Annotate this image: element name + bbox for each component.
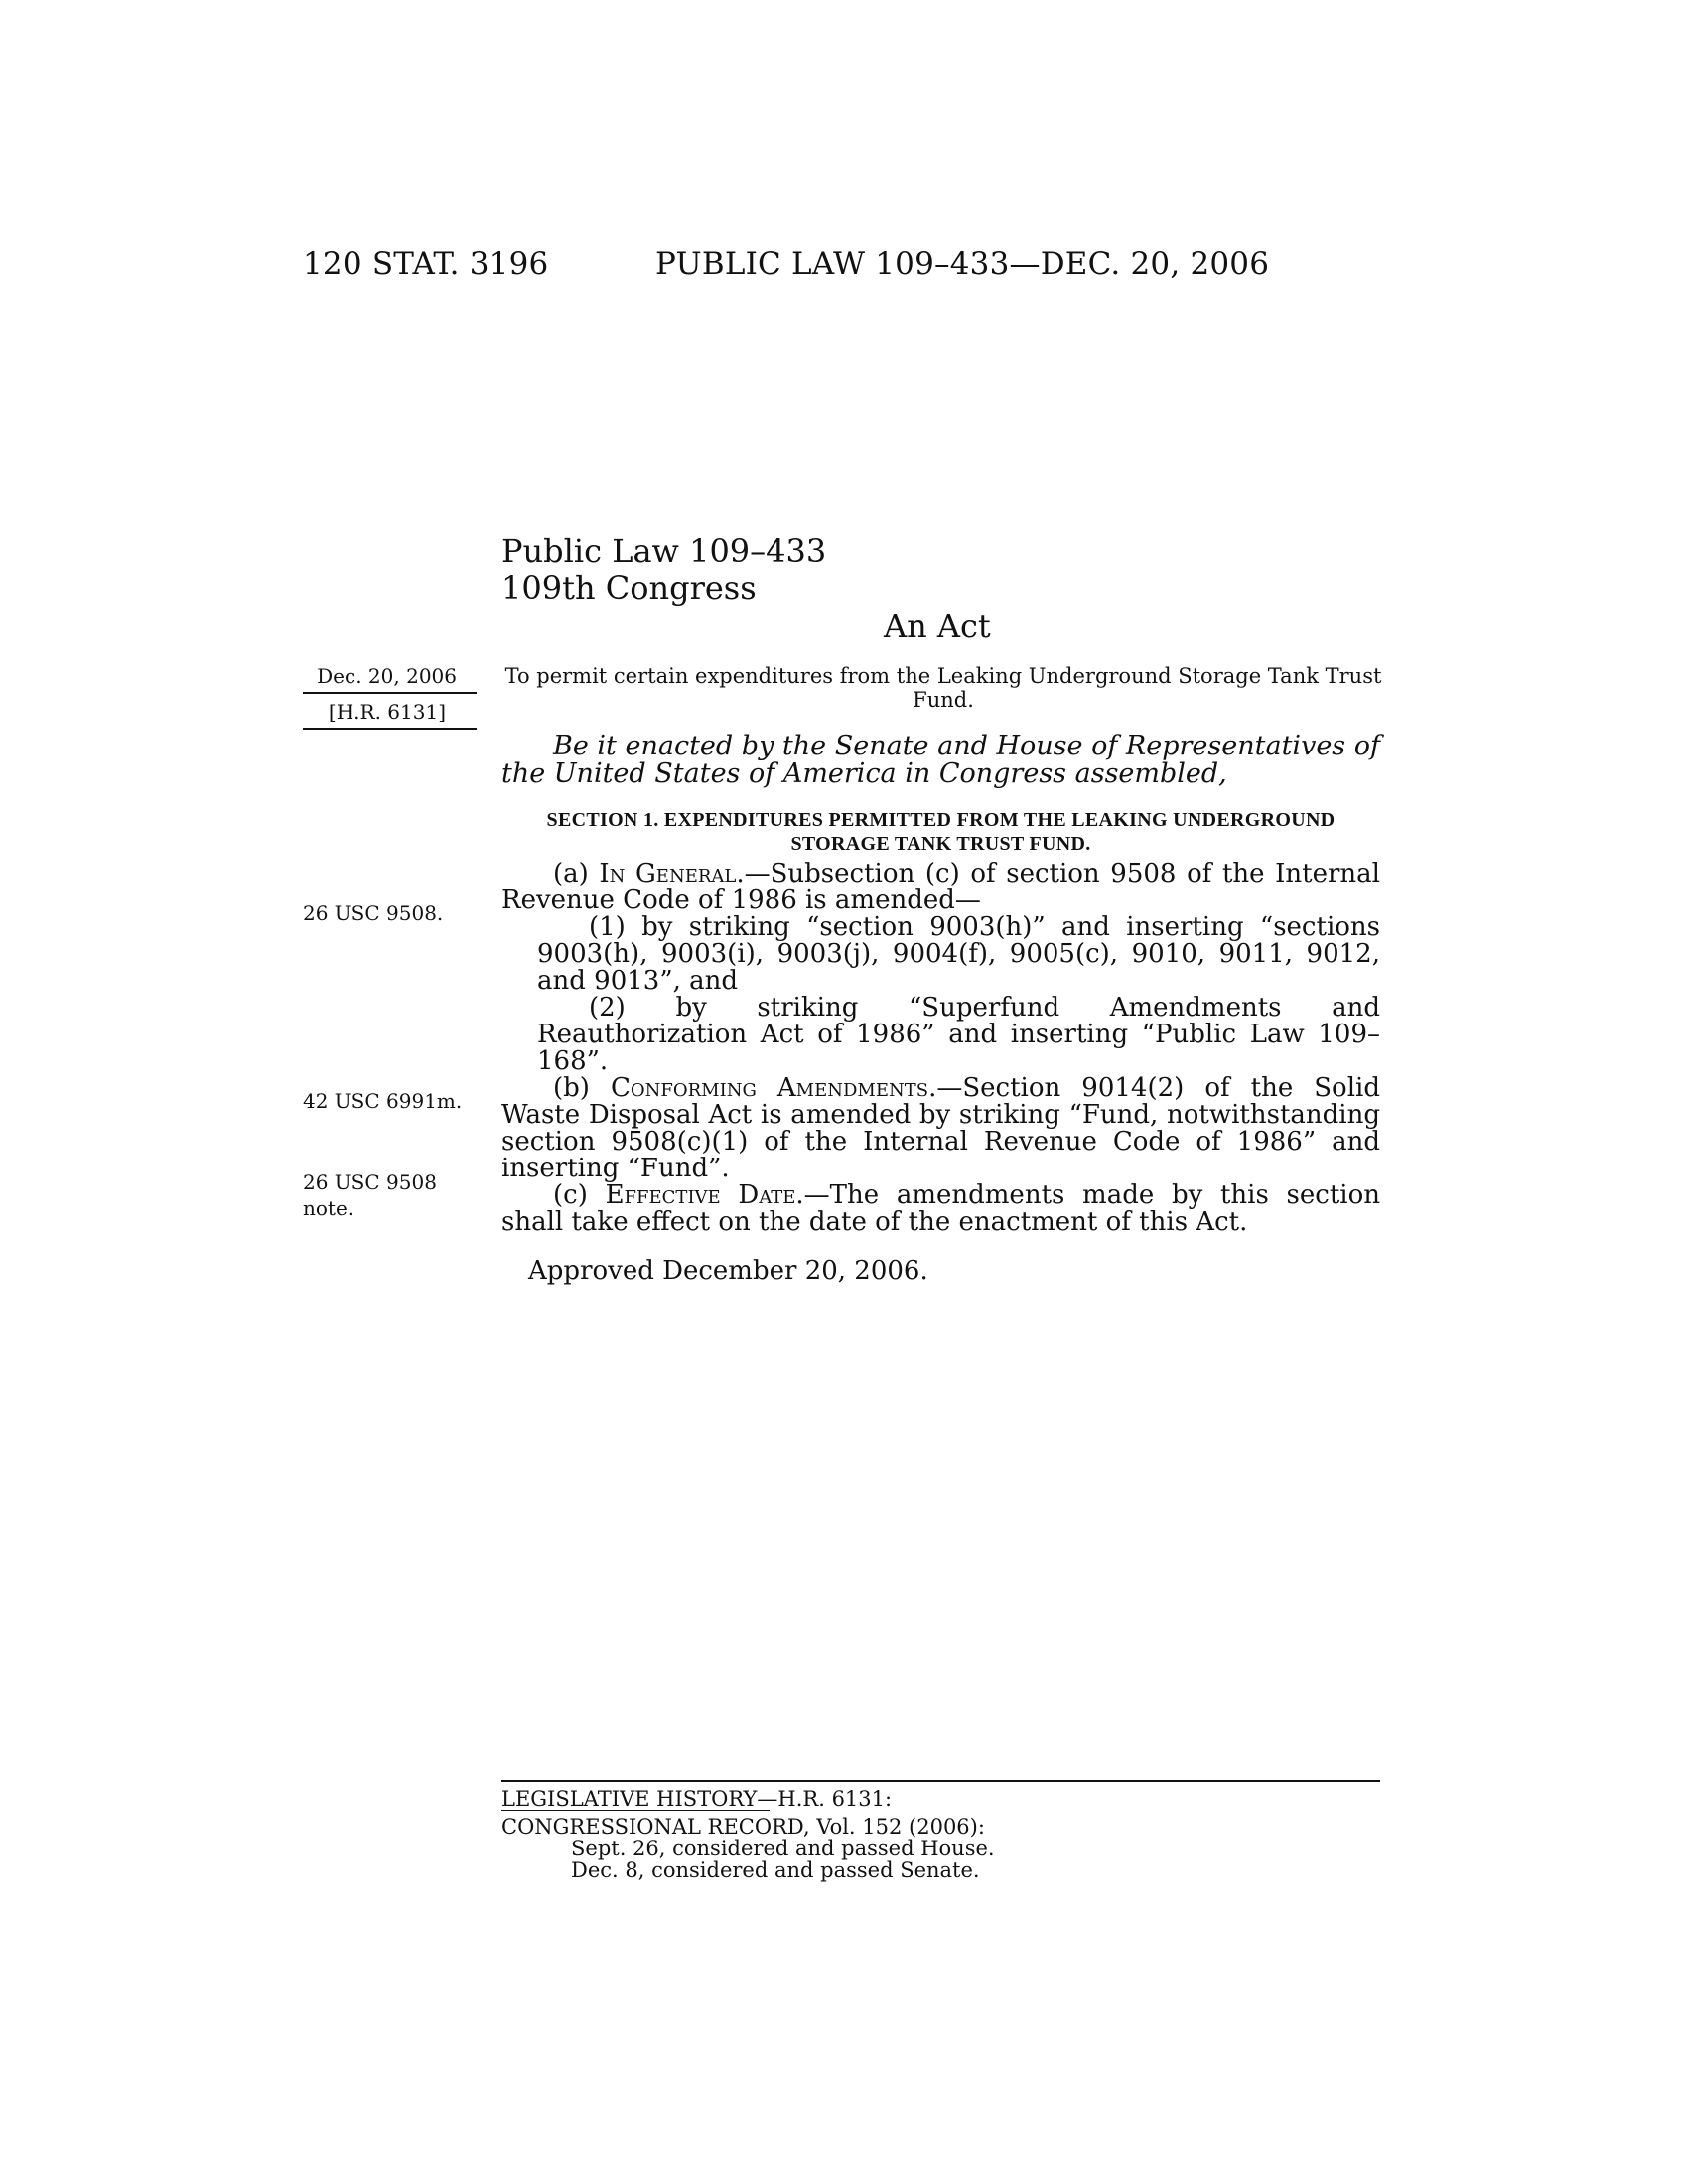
paragraph-a1: (1) by striking “section 9003(h)” and inserting “sections 9003(h), 9003(i), 9003(j), 9004(f), 9005(c), 9010, 9011, 9012, and 9013”, and <box>537 912 1380 996</box>
enacting-clause: Be it enacted by the Senate and House of Representatives of the United States of America in Congress assembled, <box>501 731 1380 789</box>
margin-bill-number: [H.R. 6131] <box>328 700 446 724</box>
subsection-a-heading: In General <box>599 859 737 888</box>
subsection-c-label: (c) <box>553 1180 606 1210</box>
margin-usc-note-1: 26 USC 9508. <box>303 901 444 925</box>
subsection-a-text: .—Subsection (c) of section 9508 of the Internal Revenue Code of 1986 is amended— <box>501 859 1380 915</box>
congressional-record-line: CONGRESSIONAL RECORD, Vol. 152 (2006): <box>501 1815 985 1839</box>
legislative-history-underline <box>501 1810 770 1811</box>
act-heading: An Act <box>884 608 991 645</box>
public-law-title: Public Law 109–433 <box>501 532 827 570</box>
margin-usc-note-3-line1: 26 USC 9508 <box>303 1170 437 1194</box>
section-body <box>501 861 1380 1236</box>
subsection-b-text: .—Section 9014(2) of the Solid Waste Disposal Act is amended by striking “Fund, notwithstanding section 9508(c)(1) of the Internal Revenue Code of 1986” and inserting “Fund”. <box>501 1073 1380 1183</box>
subsection-a-label: (a) <box>553 859 600 888</box>
margin-rule <box>303 692 477 694</box>
section-heading: SECTION 1. EXPENDITURES PERMITTED FROM THE LEAKING UNDERGROUND STORAGE TANK TRUST FUND. <box>546 809 1336 855</box>
margin-usc-note-2: 42 USC 6991m. <box>303 1089 463 1113</box>
subsection-b-label: (b) <box>553 1073 611 1103</box>
act-purpose: To permit certain expenditures from the Leaking Underground Storage Tank Trust Fund. <box>504 664 1382 712</box>
margin-usc-note-3-line2: note. <box>303 1196 354 1220</box>
paragraph-a2: (2) by striking “Superfund Amendments and Reauthorization Act of 1986” and inserting “Public Law 109–168”. <box>537 993 1380 1076</box>
subsection-c-heading: Effective Date <box>605 1180 796 1210</box>
subsection-a <box>501 861 1380 914</box>
legislative-history-heading: LEGISLATIVE HISTORY—H.R. 6131: <box>501 1787 893 1811</box>
history-action-senate: Dec. 8, considered and passed Senate. <box>571 1858 980 1882</box>
margin-date: Dec. 20, 2006 <box>317 664 457 688</box>
stat-page-number: 120 STAT. 3196 <box>303 246 549 282</box>
margin-rule-bottom <box>303 728 477 730</box>
congress-label: 109th Congress <box>501 569 757 607</box>
approval-date: Approved December 20, 2006. <box>528 1256 928 1286</box>
subsection-c <box>501 1182 1380 1236</box>
subsection-b-heading: Conforming Amendments <box>610 1073 929 1103</box>
footnote-rule <box>501 1780 1380 1782</box>
history-action-house: Sept. 26, considered and passed House. <box>571 1837 995 1860</box>
running-head: PUBLIC LAW 109–433—DEC. 20, 2006 <box>655 246 1270 282</box>
subsection-b <box>501 1075 1380 1182</box>
subsection-c-text: .—The amendments made by this section shall take effect on the date of the enactment of this Act. <box>501 1180 1380 1237</box>
margin-usc-note-3 <box>303 1169 477 1221</box>
